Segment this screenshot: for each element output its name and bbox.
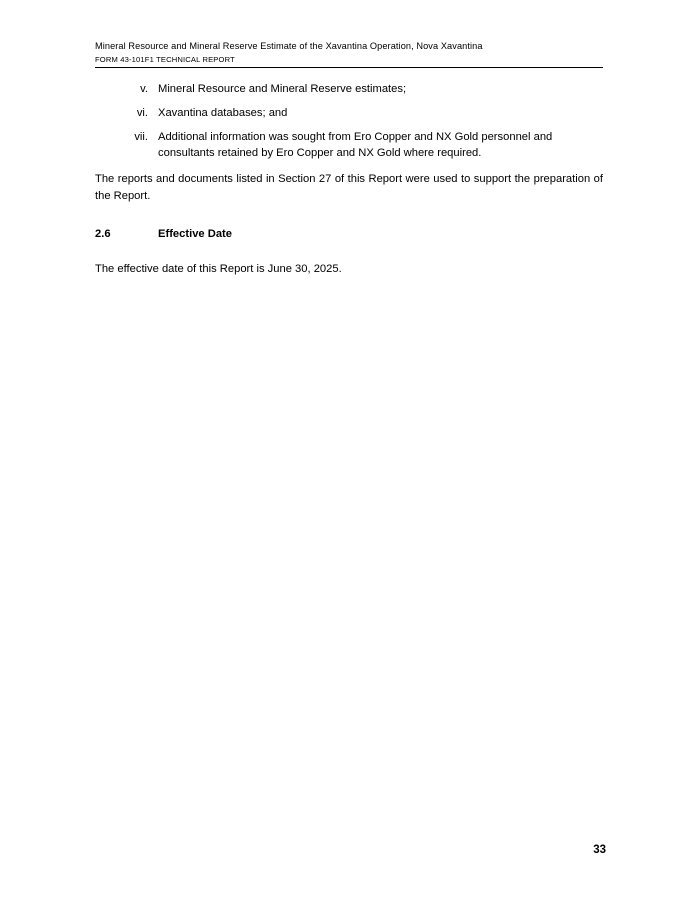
- header-divider: [95, 67, 603, 68]
- list-item-number: vii.: [134, 131, 148, 143]
- list-item-number: vi.: [136, 107, 148, 119]
- section-heading: [95, 226, 603, 242]
- section-number: 2.6: [95, 228, 111, 240]
- page-content: [95, 40, 603, 278]
- header-subtitle: FORM 43-101F1 TECHNICAL REPORT: [95, 55, 235, 64]
- roman-numeral-list: [95, 81, 603, 161]
- effective-date-paragraph: The effective date of this Report is June 30, 2025.: [95, 263, 342, 275]
- section-title: Effective Date: [158, 228, 232, 240]
- header-title: Mineral Resource and Mineral Reserve Estimate of the Xavantina Operation, Nova Xavantina: [95, 41, 483, 51]
- list-item: [95, 105, 603, 121]
- list-item: [95, 81, 603, 97]
- list-item-text: Mineral Resource and Mineral Reserve estimates;: [158, 83, 407, 95]
- list-item: [95, 129, 603, 161]
- page-number: 33: [593, 844, 606, 856]
- body-paragraph: The reports and documents listed in Section 27 of this Report were used to support the preparation of the Report.: [95, 173, 603, 202]
- list-item-text: Additional information was sought from Ero Copper and NX Gold personnel and consultants retained by Ero Copper and NX Gold where required.: [158, 131, 553, 159]
- list-item-text: Xavantina databases; and: [158, 107, 288, 119]
- list-item-number: v.: [140, 83, 148, 95]
